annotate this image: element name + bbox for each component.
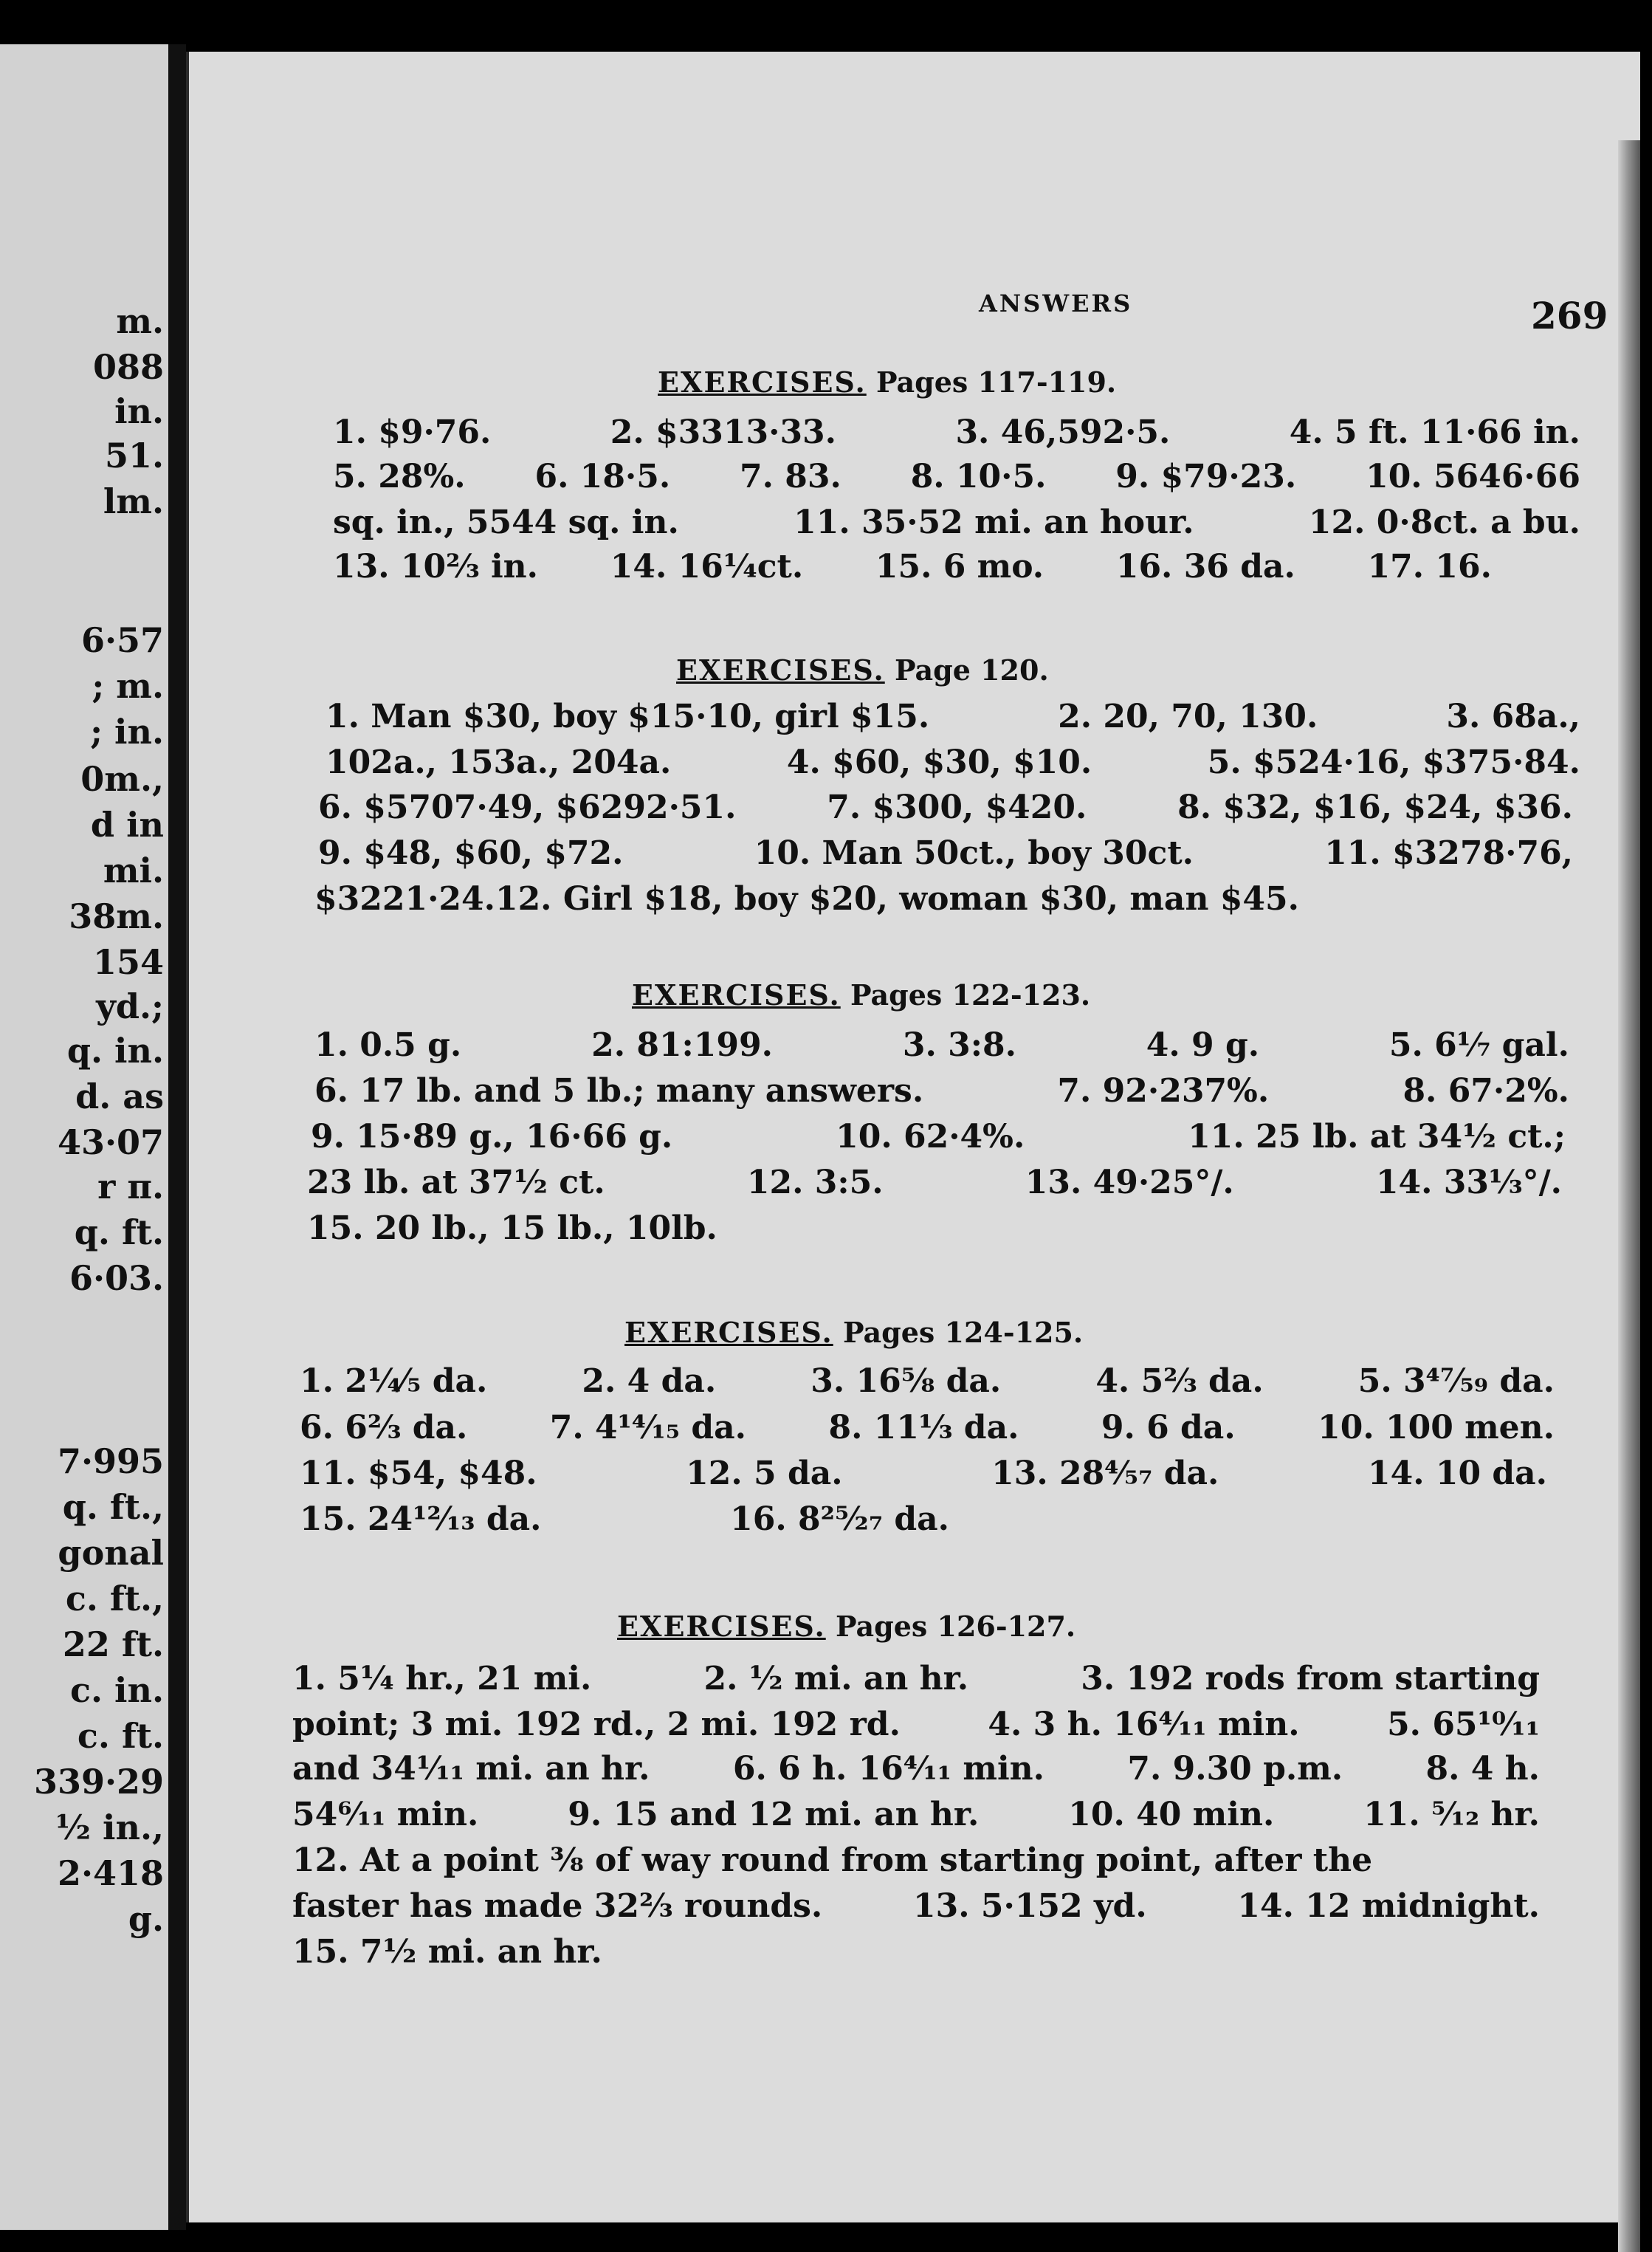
answer: 2. 4 da. (582, 1362, 717, 1400)
answer-line (333, 458, 1580, 495)
answer: 6. 17 lb. and 5 lb.; many answers. (314, 1072, 924, 1110)
answer: 14. 33⅓°/. (1375, 1164, 1562, 1201)
answer: 14. 12 midnight. (1237, 1887, 1540, 1925)
left-fragment-line: 7·995 (57, 1441, 164, 1481)
section-title (624, 1316, 1083, 1349)
left-fragment-line: d. as (75, 1077, 164, 1116)
left-fragment-line: 154 (92, 942, 164, 982)
answer: 7. 92·237%. (1057, 1072, 1270, 1110)
answer: 6. 6⅔ da. (300, 1409, 468, 1446)
left-fragment-line: 6·03. (69, 1258, 164, 1298)
left-fragment-line: mi. (103, 851, 164, 890)
answer-line (292, 1887, 1540, 1925)
left-fragment-line: in. (114, 391, 164, 431)
answer: $3221·24. (314, 880, 495, 918)
answer: 15. 6 mo. (875, 548, 1044, 586)
answer: 5. 6⅐ gal. (1388, 1026, 1569, 1064)
answer: 3. 16⅝ da. (810, 1362, 1002, 1400)
answer: 4. $60, $30, $10. (786, 744, 1092, 781)
left-fragment-line: m. (116, 301, 164, 341)
section-title-pages: Pages 124-125. (842, 1316, 1084, 1349)
answer-line (314, 1026, 1569, 1064)
section-title (617, 1610, 1075, 1643)
answer: 11. ⁵⁄₁₂ hr. (1363, 1796, 1540, 1833)
running-head: ANSWERS (979, 289, 1133, 317)
left-fragment-line: 38m. (69, 896, 164, 936)
left-fragment-line: 2·418 (57, 1853, 164, 1893)
answer: 8. 67·2%. (1403, 1072, 1569, 1110)
left-fragment-line: c. ft., (65, 1579, 164, 1618)
left-fragment-line: 088 (92, 347, 164, 387)
answer: 6. 6 h. 16⁴⁄₁₁ min. (732, 1750, 1044, 1788)
answer-line (318, 834, 1573, 872)
answer: 11. 25 lb. at 34½ ct.; (1188, 1118, 1566, 1156)
left-fragment-line: d in (90, 805, 164, 845)
left-fragment-line: q. ft., (62, 1487, 164, 1527)
page-edge (1618, 140, 1640, 2252)
section-title-word: EXERCISES. (632, 978, 841, 1012)
answer: 12. At a point ⅜ of way round from starting point, after the (292, 1841, 1373, 1879)
left-fragment-line: lm. (103, 481, 164, 521)
answer: 10. 100 men. (1318, 1409, 1555, 1446)
left-fragment-line: 22 ft. (62, 1624, 164, 1664)
answer: 16. 8²⁵⁄₂₇ da. (730, 1500, 949, 1538)
answer-line (300, 1409, 1555, 1446)
answer-line (333, 504, 1580, 541)
answer: 13. 5·152 yd. (913, 1887, 1147, 1925)
answer: 11. 35·52 mi. an hour. (794, 504, 1194, 541)
answer: 7. 4¹⁴⁄₁₅ da. (549, 1409, 746, 1446)
left-fragment-line: ; m. (92, 666, 164, 706)
left-fragment-line: c. in. (70, 1670, 164, 1710)
answer: 4. 5⅔ da. (1095, 1362, 1264, 1400)
answer: 3. 46,592·5. (955, 413, 1171, 451)
book-gutter (168, 44, 186, 2230)
answer: 13. 28⁴⁄₅₇ da. (991, 1455, 1219, 1492)
answer: 9. 6 da. (1101, 1409, 1236, 1446)
answer-line (326, 698, 1580, 735)
answer: 7. 9.30 p.m. (1127, 1750, 1343, 1788)
answer: 14. 10 da. (1367, 1455, 1547, 1492)
answer: 11. $54, $48. (300, 1455, 537, 1492)
answer: 7. 83. (740, 458, 842, 495)
answer: 2. $3313·33. (610, 413, 836, 451)
answer: 8. $32, $16, $24, $36. (1177, 789, 1573, 826)
left-fragment-line: 339·29 (33, 1762, 164, 1802)
answer-line (300, 1455, 1547, 1492)
answer: 4. 9 g. (1146, 1026, 1260, 1064)
answer: 9. $79·23. (1115, 458, 1297, 495)
left-fragment-line: g. (128, 1899, 164, 1939)
answer: 6. 18·5. (534, 458, 671, 495)
answer: 12. 5 da. (686, 1455, 843, 1492)
answer-line (333, 548, 1492, 586)
answer: 14. 16¼ct. (610, 548, 804, 586)
answer: 9. 15 and 12 mi. an hr. (568, 1796, 980, 1833)
section-title-word: EXERCISES. (676, 653, 885, 687)
section-title-pages: Pages 122-123. (850, 978, 1091, 1012)
answer: 5. 65¹⁰⁄₁₁ (1387, 1706, 1540, 1743)
answer: 13. 10⅔ in. (333, 548, 538, 586)
answer: 12. Girl $18, boy $20, woman $30, man $45. (495, 880, 1299, 918)
answer: 17. 16. (1367, 548, 1492, 586)
answer-line (307, 1164, 1562, 1201)
answer: 8. 10·5. (910, 458, 1047, 495)
answer: 4. 3 h. 16⁴⁄₁₁ min. (988, 1706, 1300, 1743)
answer: 2. 81:199. (591, 1026, 773, 1064)
answer: 1. 5¼ hr., 21 mi. (292, 1660, 592, 1697)
left-fragment-line: 6·57 (80, 620, 164, 660)
section-title (632, 978, 1090, 1012)
answer: 5. 28%. (333, 458, 466, 495)
answer: 1. Man $30, boy $15·10, girl $15. (326, 698, 930, 735)
answer: 8. 11⅓ da. (828, 1409, 1019, 1446)
section-title (658, 365, 1116, 399)
section-title-pages: Pages 126-127. (835, 1610, 1076, 1643)
section-title-pages: Page 120. (894, 653, 1049, 687)
answer: 6. $5707·49, $6292·51. (318, 789, 737, 826)
answer-line (311, 1118, 1566, 1156)
answer: 10. 40 min. (1068, 1796, 1275, 1833)
answer: 7. $300, $420. (827, 789, 1087, 826)
answer: 1. 0.5 g. (314, 1026, 462, 1064)
answer-line (326, 744, 1580, 781)
left-fragment-line: yd.; (96, 986, 164, 1026)
page-number: 269 (1531, 294, 1608, 337)
answer-line (292, 1933, 602, 1971)
answer: 15. 24¹²⁄₁₃ da. (300, 1500, 542, 1538)
answer: 54⁶⁄₁₁ min. (292, 1796, 479, 1833)
answer: 16. 36 da. (1115, 548, 1295, 586)
section-title (676, 653, 1049, 687)
left-fragment-line: r π. (97, 1167, 164, 1206)
answer: sq. in., 5544 sq. in. (333, 504, 679, 541)
answer: faster has made 32⅔ rounds. (292, 1887, 823, 1925)
left-fragment-line: 0m., (80, 759, 164, 799)
answer: 4. 5 ft. 11·66 in. (1289, 413, 1580, 451)
answer: 12. 3:5. (746, 1164, 884, 1201)
left-fragment-line: c. ft. (77, 1716, 164, 1756)
answer: 10. 5646·66 (1366, 458, 1580, 495)
answer-line (333, 413, 1580, 451)
left-page-fragment (0, 44, 168, 2230)
answer: point; 3 mi. 192 rd., 2 mi. 192 rd. (292, 1706, 901, 1743)
answer: 23 lb. at 37½ ct. (307, 1164, 605, 1201)
answer-line (292, 1706, 1540, 1743)
answer: 2. ½ mi. an hr. (703, 1660, 969, 1697)
left-fragment-line: 51. (104, 436, 164, 476)
answer: 9. 15·89 g., 16·66 g. (311, 1118, 673, 1156)
answer-line (292, 1841, 1540, 1879)
answer: 13. 49·25°/. (1025, 1164, 1234, 1201)
answer: 3. 3:8. (902, 1026, 1016, 1064)
answer-line (292, 1750, 1540, 1788)
answer: 15. 7½ mi. an hr. (292, 1933, 602, 1971)
left-fragment-line: gonal (58, 1533, 164, 1573)
left-fragment-line: q. in. (66, 1031, 164, 1071)
answer: 11. $3278·76, (1324, 834, 1573, 872)
answer: 1. $9·76. (333, 413, 492, 451)
answer-line (307, 1209, 720, 1247)
left-fragment-line: q. ft. (74, 1212, 164, 1252)
answer: 1. 2¼⁄₅ da. (300, 1362, 488, 1400)
section-title-word: EXERCISES. (624, 1316, 833, 1349)
answer-line (314, 880, 1299, 918)
answer: 8. 4 h. (1425, 1750, 1540, 1788)
answer-line (318, 789, 1573, 826)
answer: 3. 192 rods from starting (1081, 1660, 1540, 1697)
answer: 12. 0·8ct. a bu. (1308, 504, 1580, 541)
answer: 9. $48, $60, $72. (318, 834, 624, 872)
answers-page (186, 52, 1640, 2222)
answer-line (292, 1796, 1540, 1833)
answer: 10. Man 50ct., boy 30ct. (754, 834, 1194, 872)
answer: 102a., 153a., 204a. (326, 744, 672, 781)
left-fragment-line: ½ in., (55, 1808, 164, 1847)
answer-line (314, 1072, 1569, 1110)
answer-line (300, 1500, 949, 1538)
answer-line (300, 1362, 1555, 1400)
answer: 15. 20 lb., 15 lb., 10lb. (307, 1209, 717, 1247)
answer: 5. $524·16, $375·84. (1207, 744, 1580, 781)
answer: 5. 3⁴⁷⁄₅₉ da. (1357, 1362, 1555, 1400)
left-fragment-line: ; in. (90, 712, 164, 752)
section-title-word: EXERCISES. (617, 1610, 826, 1643)
answer-line (292, 1660, 1540, 1697)
section-title-word: EXERCISES. (658, 365, 867, 399)
answer: and 34¹⁄₁₁ mi. an hr. (292, 1750, 650, 1788)
answer: 3. 68a., (1446, 698, 1580, 735)
left-fragment-line: 43·07 (57, 1122, 164, 1162)
answer: 10. 62·4%. (836, 1118, 1025, 1156)
section-title-pages: Pages 117-119. (875, 365, 1117, 399)
answer: 2. 20, 70, 130. (1058, 698, 1318, 735)
